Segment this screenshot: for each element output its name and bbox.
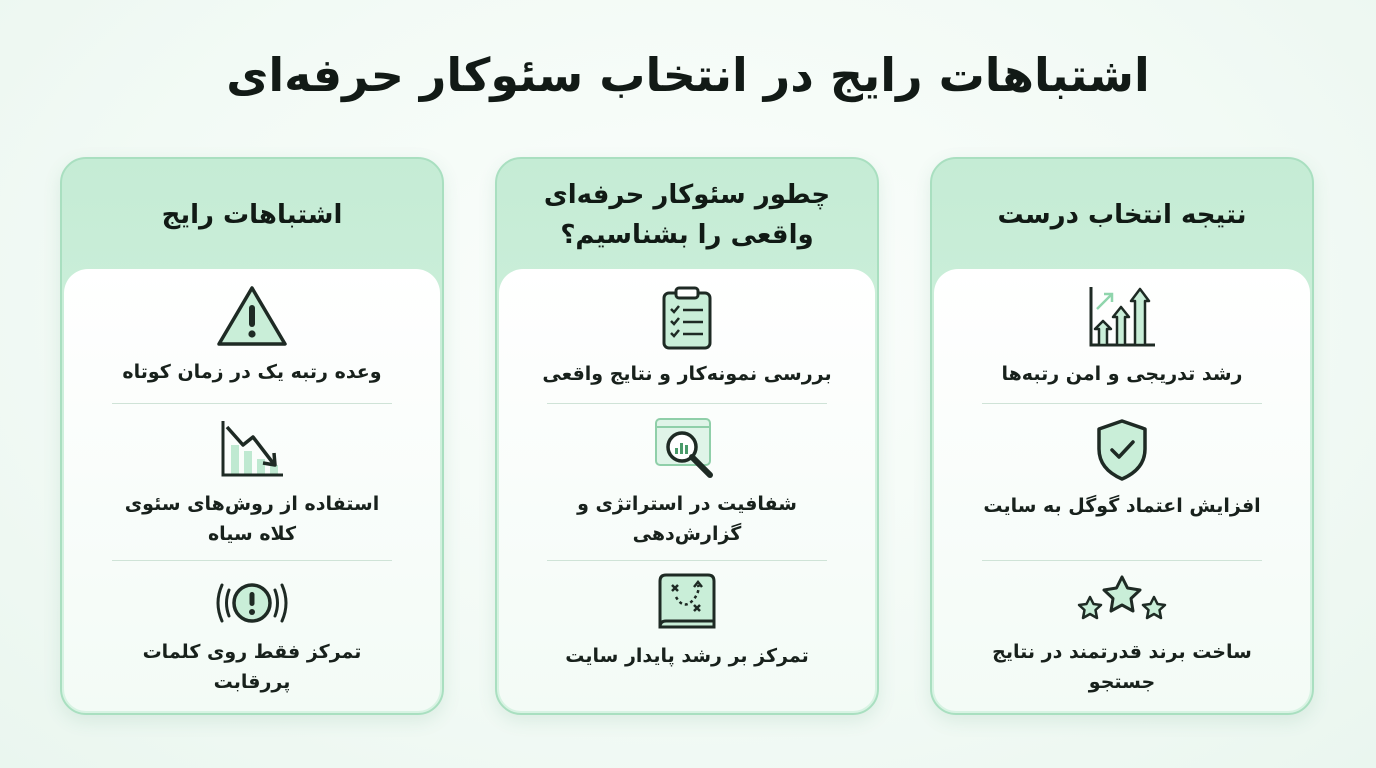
list-item — [64, 577, 440, 697]
card-how-to-recognize — [495, 157, 879, 715]
card-body — [934, 269, 1310, 711]
divider — [547, 560, 827, 561]
item-label: شفافیت در استراتژی و گزارش‌دهی — [577, 493, 797, 545]
item-label: استفاده از روش‌های سئوی کلاه سیاه — [124, 493, 380, 545]
list-item — [499, 415, 875, 549]
growth-chart-icon — [1085, 283, 1159, 351]
divider — [112, 403, 392, 404]
magnifier-report-icon — [652, 415, 722, 481]
item-label: تمرکز بر رشد پایدار سایت — [565, 645, 809, 667]
item-label: رشد تدریجی و امن رتبه‌ها — [1001, 363, 1243, 385]
shield-check-icon — [1093, 417, 1151, 483]
list-item — [64, 417, 440, 549]
page-title: اشتباهات رایج در انتخاب سئوکار حرفه‌ای — [226, 48, 1150, 102]
strategy-map-icon — [654, 571, 720, 633]
item-label: ساخت برند قدرتمند در نتایج جستجو — [992, 641, 1252, 693]
card-heading: اشتباهات رایج — [161, 200, 343, 230]
card-common-mistakes — [60, 157, 444, 715]
clipboard-checklist-icon — [659, 285, 715, 351]
list-item — [934, 283, 1310, 389]
divider — [982, 403, 1262, 404]
divider — [112, 560, 392, 561]
item-label: تمرکز فقط روی کلمات پررقابت — [142, 641, 362, 693]
list-item — [934, 417, 1310, 521]
item-label: بررسی نمونه‌کار و نتایج واقعی — [542, 363, 832, 385]
card-heading: نتیجه انتخاب درست — [997, 200, 1247, 230]
list-item — [499, 571, 875, 671]
list-item — [934, 573, 1310, 697]
warning-triangle-icon — [215, 283, 289, 349]
list-item — [64, 283, 440, 387]
three-stars-icon — [1074, 573, 1170, 629]
divider — [547, 403, 827, 404]
card-body — [64, 269, 440, 711]
card-body — [499, 269, 875, 711]
declining-chart-icon — [217, 417, 287, 481]
divider — [982, 560, 1262, 561]
item-label: افزایش اعتماد گوگل به سایت — [983, 495, 1261, 517]
list-item — [499, 285, 875, 389]
alert-circle-icon — [210, 577, 294, 629]
card-heading: چطور سئوکار حرفه‌ای واقعی را بشناسیم؟ — [543, 180, 831, 250]
card-right-choice-result — [930, 157, 1314, 715]
item-label: وعده رتبه یک در زمان کوتاه — [122, 361, 382, 383]
